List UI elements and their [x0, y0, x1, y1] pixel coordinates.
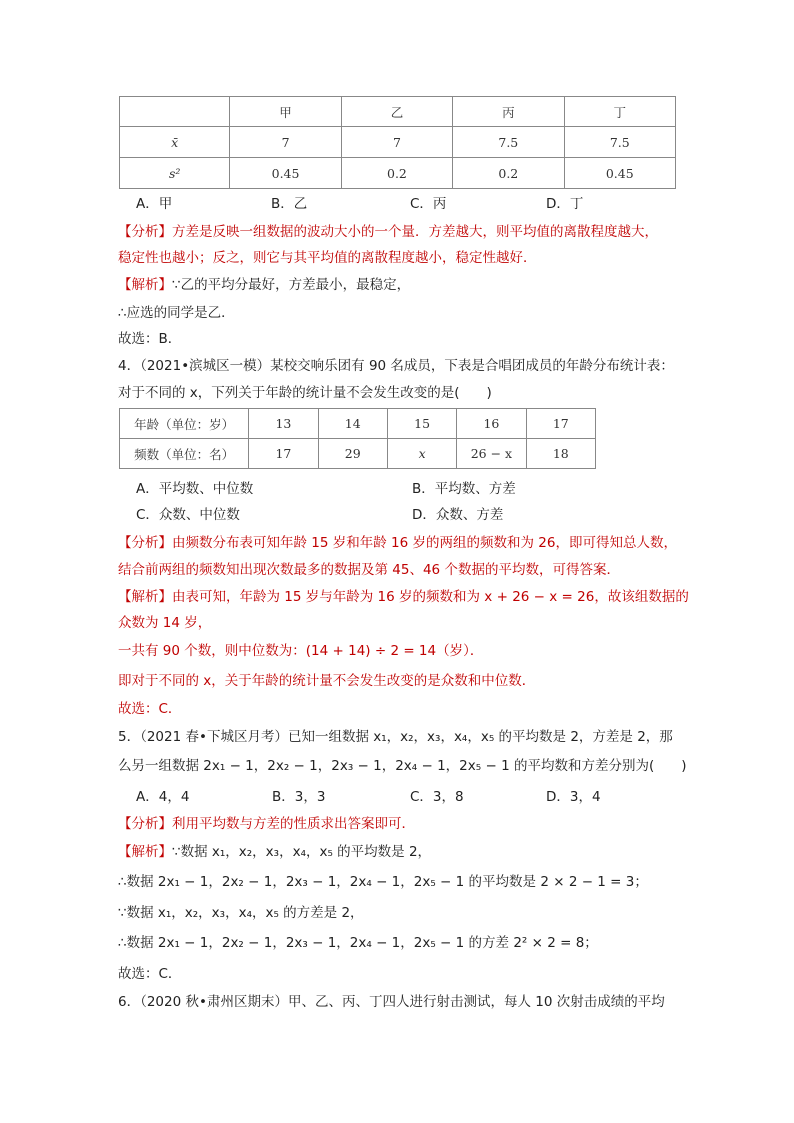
question-stem: 6．（2020 秋•肃州区期末）甲、乙、丙、丁四人进行射击测试，每人 10 次射击成绩的平均 [118, 994, 665, 1010]
option-d: D．3，4 [546, 789, 601, 805]
analysis-tag: 【分析】 [118, 224, 172, 240]
option-d: D．丁 [546, 196, 584, 212]
solution-line: ∴应选的同学是乙． [118, 305, 235, 321]
table-cell: 15 [387, 409, 456, 439]
table-header: 丙 [453, 97, 564, 127]
option-a: A．平均数、中位数 [136, 481, 254, 497]
analysis-line [118, 812, 415, 832]
answer-line: 故选：C． [118, 701, 182, 717]
analysis-text: 方差是反映一组数据的波动大小的一个量．方差越大，则平均值的离散程度越大， [172, 224, 658, 240]
table-cell: 0.2 [341, 158, 452, 189]
solution-line: 一共有 90 个数，则中位数为：(14 + 14) ÷ 2 = 14（岁）． [118, 643, 484, 659]
solution-line: ∴数据 2x₁ − 1，2x₂ − 1，2x₃ − 1，2x₄ − 1，2x₅ − 1 的方差 2² × 2 = 8； [118, 935, 598, 951]
option-c: C．众数、中位数 [136, 507, 240, 523]
option-a: A．4，4 [136, 789, 190, 805]
solution-tag: 【解析】 [118, 844, 172, 860]
table-header: 乙 [341, 97, 452, 127]
solution-line: 众数为 14 岁， [118, 615, 212, 631]
question-stem: 对于不同的 x，下列关于年龄的统计量不会发生改变的是( ) [118, 385, 492, 401]
analysis-line [118, 531, 677, 551]
table-cell: x̄ [120, 127, 230, 158]
option-b: B．平均数、方差 [412, 481, 516, 497]
table-cell: 7.5 [453, 127, 564, 158]
table-cell [120, 97, 230, 127]
option-c: C．3，8 [410, 789, 464, 805]
solution-line [118, 273, 410, 293]
solution-tag: 【解析】 [118, 589, 172, 605]
table-cell: 17 [249, 439, 318, 469]
solution-line: ∴数据 2x₁ − 1，2x₂ − 1，2x₃ − 1，2x₄ − 1，2x₅ − 1 的平均数是 2 × 2 − 1 = 3； [118, 874, 648, 890]
table-cell: 0.45 [230, 158, 341, 189]
analysis-line: 稳定性也越小；反之，则它与其平均值的离散程度越小，稳定性越好． [118, 250, 537, 266]
table-cell: 频数（单位：名） [120, 439, 249, 469]
solution-line: 即对于不同的 x，关于年龄的统计量不会发生改变的是众数和中位数． [118, 673, 536, 689]
solution-tag: 【解析】 [118, 277, 172, 293]
table-cell: s² [120, 158, 230, 189]
question-stem: 4．（2021•滨城区一模）某校交响乐团有 90 名成员，下表是合唱团成员的年龄分布统计表： [118, 358, 674, 374]
option-b: B．乙 [271, 196, 308, 212]
age-frequency-table [119, 408, 596, 469]
table-cell: 0.45 [564, 158, 675, 189]
table-cell: 7 [341, 127, 452, 158]
solution-line [118, 840, 431, 860]
question-stem: 么另一组数据 2x₁ − 1，2x₂ − 1，2x₃ − 1，2x₄ − 1，2x₅ − 1 的平均数和方差分别为( ) [118, 758, 687, 774]
table-cell: 14 [318, 409, 387, 439]
option-d: D．众数、方差 [412, 507, 504, 523]
variance-table [119, 96, 676, 189]
table-cell: 17 [526, 409, 595, 439]
table-cell: 16 [457, 409, 526, 439]
analysis-tag: 【分析】 [118, 816, 172, 832]
analysis-line [118, 220, 658, 240]
analysis-tag: 【分析】 [118, 535, 172, 551]
table-cell: 13 [249, 409, 318, 439]
table-cell: x [387, 439, 456, 469]
solution-line: ∵数据 x₁，x₂，x₃，x₄，x₅ 的方差是 2， [118, 905, 364, 921]
answer-line: 故选：B． [118, 331, 182, 347]
table-header: 甲 [230, 97, 341, 127]
table-header: 丁 [564, 97, 675, 127]
analysis-line: 结合前两组的频数知出现次数最多的数据及第 45、46 个数据的平均数，可得答案． [118, 562, 620, 578]
option-a: A．甲 [136, 196, 173, 212]
table-cell: 0.2 [453, 158, 564, 189]
option-b: B．3，3 [272, 789, 326, 805]
analysis-text: 由频数分布表可知年龄 15 岁和年龄 16 岁的两组的频数和为 26，即可得知总人数， [172, 535, 677, 551]
table-cell: 18 [526, 439, 595, 469]
analysis-text: 利用平均数与方差的性质求出答案即可． [172, 816, 415, 832]
table-cell: 29 [318, 439, 387, 469]
table-cell: 年龄（单位：岁） [120, 409, 249, 439]
solution-text: ∵数据 x₁，x₂，x₃，x₄，x₅ 的平均数是 2， [172, 844, 432, 860]
solution-text: ∵乙的平均分最好，方差最小，最稳定， [172, 277, 411, 293]
solution-text: 由表可知，年龄为 15 岁与年龄为 16 岁的频数和为 x + 26 − x = 26，故该组数据的 [172, 589, 689, 605]
option-c: C．丙 [410, 196, 447, 212]
table-cell: 7.5 [564, 127, 675, 158]
solution-line [118, 585, 689, 605]
question-stem: 5．（2021 春•下城区月考）已知一组数据 x₁，x₂，x₃，x₄，x₅ 的平均数是 2，方差是 2，那 [118, 729, 673, 745]
table-cell: 7 [230, 127, 341, 158]
table-cell: 26 − x [457, 439, 526, 469]
answer-line: 故选：C． [118, 966, 182, 982]
